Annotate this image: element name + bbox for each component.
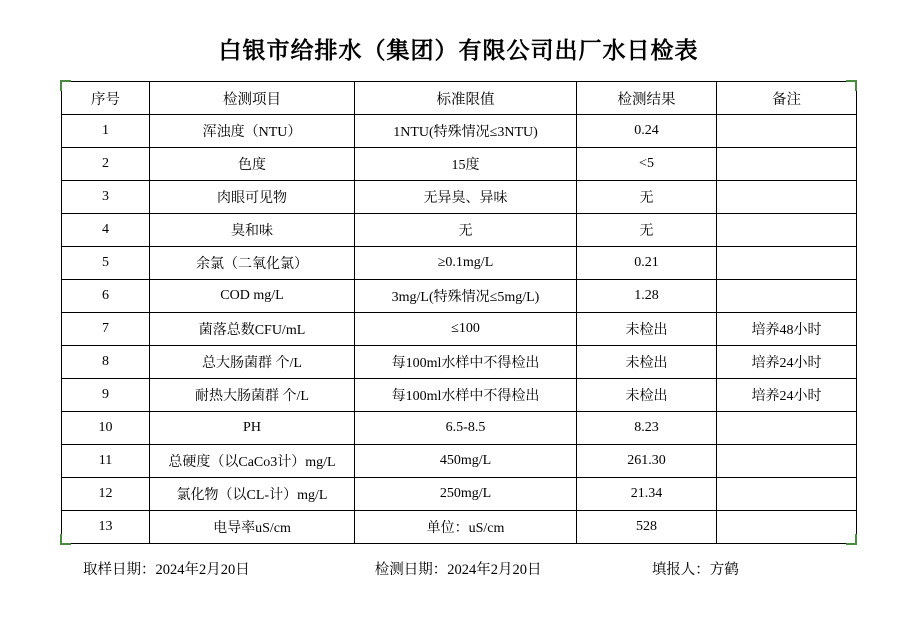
cell-no: 8: [62, 346, 150, 379]
table-row: [62, 181, 857, 214]
cell-result: 261.30: [577, 445, 717, 478]
table-row: [62, 511, 857, 544]
cell-std: 15度: [355, 148, 577, 181]
cell-no: 10: [62, 412, 150, 445]
cell-result: 0.24: [577, 115, 717, 148]
cell-item: 浑浊度（NTU）: [150, 115, 355, 148]
cell-note: [717, 181, 857, 214]
cell-no: 9: [62, 379, 150, 412]
table-header-row: [62, 82, 857, 115]
page-title: 白银市给排水（集团）有限公司出厂水日检表: [218, 38, 699, 63]
document-footer: [61, 544, 856, 579]
table-row: [62, 247, 857, 280]
column-header-note: 备注: [717, 82, 857, 115]
cell-no: 6: [62, 280, 150, 313]
cell-no: 12: [62, 478, 150, 511]
table-row: [62, 280, 857, 313]
cell-std: 每100ml水样中不得检出: [355, 346, 577, 379]
cell-result: 无: [577, 214, 717, 247]
table-row: [62, 445, 857, 478]
cell-result: 0.21: [577, 247, 717, 280]
cell-item: 色度: [150, 148, 355, 181]
cell-std: 无异臭、异味: [355, 181, 577, 214]
cell-item: 氯化物（以CL-计）mg/L: [150, 478, 355, 511]
column-header-std: 标准限值: [355, 82, 577, 115]
cell-no: 3: [62, 181, 150, 214]
cell-item: 臭和味: [150, 214, 355, 247]
table-row: [62, 313, 857, 346]
cell-item: 菌落总数CFU/mL: [150, 313, 355, 346]
cell-std: 450mg/L: [355, 445, 577, 478]
report-table-wrapper: [61, 81, 856, 544]
cell-note: [717, 115, 857, 148]
cell-result: 528: [577, 511, 717, 544]
cell-std: 1NTU(特殊情况≤3NTU): [355, 115, 577, 148]
cell-note: 培养48小时: [717, 313, 857, 346]
cell-note: 培养24小时: [717, 346, 857, 379]
cell-note: [717, 247, 857, 280]
cell-item: 总大肠菌群 个/L: [150, 346, 355, 379]
cell-no: 4: [62, 214, 150, 247]
table-row: [62, 478, 857, 511]
cell-item: 余氯（二氧化氯）: [150, 247, 355, 280]
cell-std: 3mg/L(特殊情况≤5mg/L): [355, 280, 577, 313]
cell-note: [717, 280, 857, 313]
cell-note: 培养24小时: [717, 379, 857, 412]
cell-std: 每100ml水样中不得检出: [355, 379, 577, 412]
cell-item: 肉眼可见物: [150, 181, 355, 214]
cell-result: <5: [577, 148, 717, 181]
cell-no: 2: [62, 148, 150, 181]
cell-result: 1.28: [577, 280, 717, 313]
cell-no: 11: [62, 445, 150, 478]
cell-no: 7: [62, 313, 150, 346]
cell-std: 6.5-8.5: [355, 412, 577, 445]
cell-result: 21.34: [577, 478, 717, 511]
cell-note: [717, 412, 857, 445]
column-header-no: 序号: [62, 82, 150, 115]
cell-result: 未检出: [577, 346, 717, 379]
cell-note: [717, 478, 857, 511]
cell-no: 5: [62, 247, 150, 280]
cell-note: [717, 214, 857, 247]
testing-date-label: 检测日期：2024年2月20日: [374, 562, 542, 578]
water-quality-table: [61, 81, 857, 544]
table-row: [62, 379, 857, 412]
sampling-date-label: 取样日期：2024年2月20日: [83, 562, 250, 578]
cell-std: 250mg/L: [355, 478, 577, 511]
cell-item: 总硬度（以CaCo3计）mg/L: [150, 445, 355, 478]
cell-std: 单位：uS/cm: [355, 511, 577, 544]
cell-result: 8.23: [577, 412, 717, 445]
cell-item: 耐热大肠菌群 个/L: [150, 379, 355, 412]
cell-item: COD mg/L: [150, 280, 355, 313]
cell-result: 无: [577, 181, 717, 214]
cell-item: 电导率uS/cm: [150, 511, 355, 544]
table-row: [62, 214, 857, 247]
cell-result: 未检出: [577, 313, 717, 346]
cell-std: ≥0.1mg/L: [355, 247, 577, 280]
cell-no: 13: [62, 511, 150, 544]
reporter-label: 填报人：方鹤: [651, 562, 739, 578]
cell-note: [717, 511, 857, 544]
cell-note: [717, 148, 857, 181]
table-row: [62, 412, 857, 445]
column-header-item: 检测项目: [150, 82, 355, 115]
cell-no: 1: [62, 115, 150, 148]
cell-note: [717, 445, 857, 478]
column-header-result: 检测结果: [577, 82, 717, 115]
table-row: [62, 115, 857, 148]
cell-std: 无: [355, 214, 577, 247]
cell-item: PH: [150, 412, 355, 445]
cell-std: ≤100: [355, 313, 577, 346]
table-row: [62, 346, 857, 379]
table-row: [62, 148, 857, 181]
cell-result: 未检出: [577, 379, 717, 412]
